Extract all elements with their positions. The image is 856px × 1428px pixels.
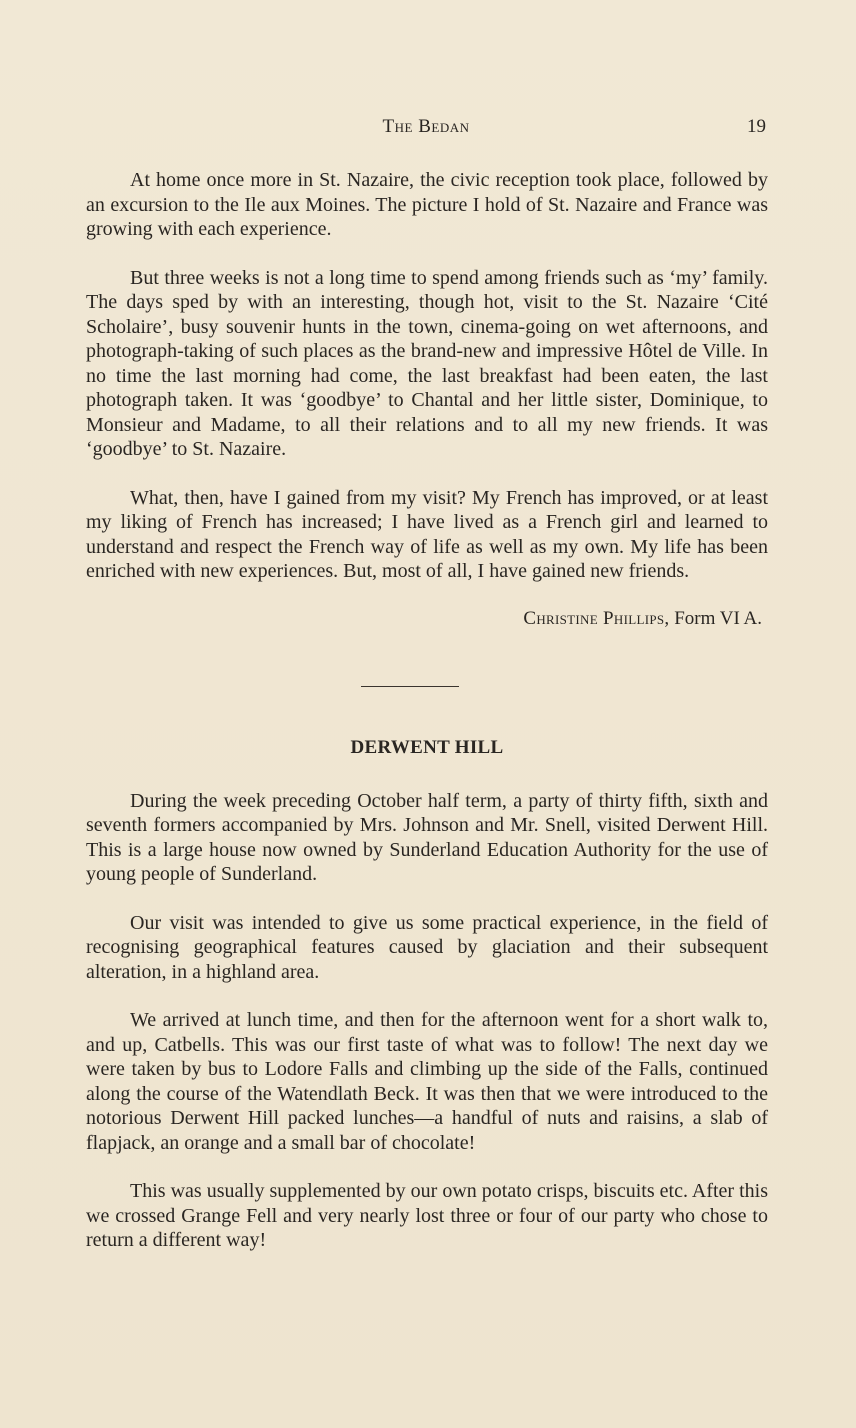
paragraph: At home once more in St. Nazaire, the civic reception took place, followed by an excursion to the Ile aux Moines. The picture I hold of St. Nazaire and France was growing with each experience. [86,169,768,240]
article-derwent-hill [86,737,768,1253]
author-signature [86,608,768,630]
section-divider [361,686,459,687]
paragraph: What, then, have I gained from my visit? My French has improved, or at least my liking of French has increased; I have lived as a French girl and learned to understand and respect the French way of life as well as my own. My life has been enriched with new experiences. But, most of all, I have gained new friends. [86,486,768,582]
paragraph: This was usually supplemented by our own potato crisps, biscuits etc. After this we crossed Grange Fell and very nearly lost three or four of our party who chose to return a different way! [86,1180,768,1251]
paragraph: But three weeks is not a long time to spend among friends such as ‘my’ family. The days sped by with an interesting, though hot, visit to the St. Nazaire ‘Cité Scholaire’, busy souvenir hunts in the town, cinema-going on wet afternoons, and photograph-taking of such places as the brand-new and impressive Hôtel de Ville. In no time the last morning had come, the last breakfast had been eaten, the last photograph taken. It was ‘goodbye’ to Chantal and her little sister, Dominique, to Monsieur and Madame, to all their relations and to all my new friends. It was ‘goodbye’ to St. Nazaire. [86,266,768,460]
paragraph: During the week preceding October half term, a party of thirty fifth, sixth and seventh formers accompanied by Mrs. Johnson and Mr. Snell, visited Derwent Hill. This is a large house now owned by Sunderland Education Authority for the use of young people of Sunderland. [86,789,768,885]
article-st-nazaire [86,168,768,630]
author-name: Christine Phillips, [523,607,670,629]
page-content [86,168,768,1253]
author-form: Form VI A. [674,607,762,629]
running-title: The Bedan [382,116,470,137]
article-title: DERWENT HILL [350,736,504,758]
page-header [86,116,766,146]
paragraph: Our visit was intended to give us some practical experience, in the field of recognising geographical features caused by glaciation and their subsequent alteration, in a highland area. [86,911,768,983]
paragraph: We arrived at lunch time, and then for the afternoon went for a short walk to, and up, Catbells. This was our first taste of what was to follow! The next day we were taken by bus to Lodore Falls and climbing up the side of the Falls, continued along the course of the Watendlath Beck. It was then that we were introduced to the notorious Derwent Hill packed lunches—a handful of nuts and raisins, a slab of flapjack, an orange and a small bar of chocolate! [86,1009,768,1154]
page-number: 19 [747,116,766,137]
